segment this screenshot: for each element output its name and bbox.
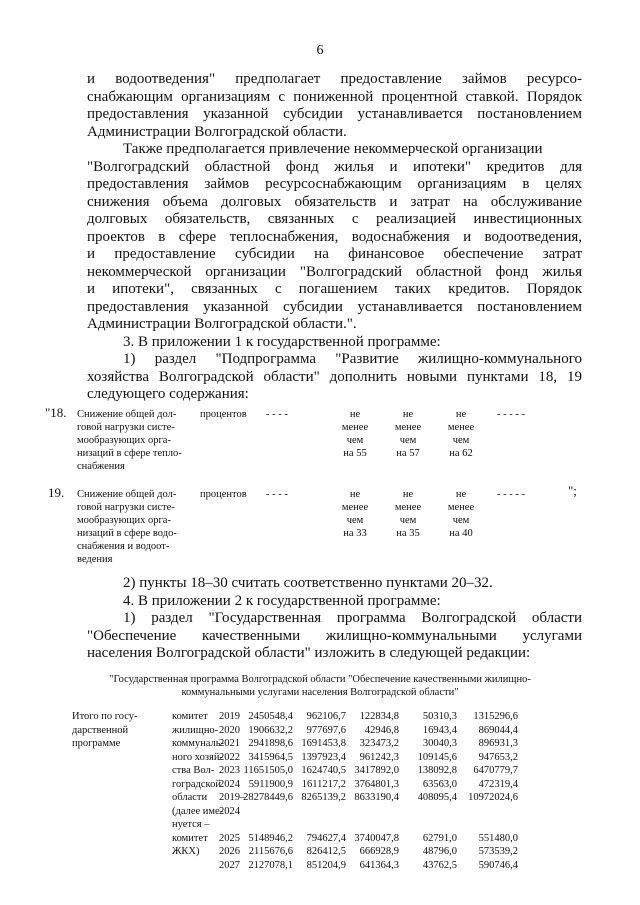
body-text — [87, 71, 582, 404]
year: 2027 — [219, 859, 240, 871]
text-line: и водоотведения" предполагает предоставление займов ресурсо- — [87, 71, 582, 87]
row-number: 19. — [48, 485, 65, 500]
text-line: и ипотеки", связанных с погашением таких кредитов. Порядок — [87, 281, 582, 297]
year: 2019 — [219, 711, 240, 722]
text-line: 1) раздел "Государственная программа Волгоградской области — [123, 610, 582, 626]
year: 2024 — [219, 778, 240, 790]
value-cell: не менее чем на 40 — [447, 489, 475, 539]
value-cell: не менее чем на 57 — [394, 409, 422, 459]
text-line: предоставления займов ресурсоснабжающим организациям в целях — [87, 176, 582, 192]
unit: процентов — [200, 489, 247, 500]
text-line: "Волгоградский областной фонд жилья и ипотеки" кредитов для — [87, 158, 582, 175]
text-line: снабжающим организациям с пониженной процентной ставкой. Порядок — [87, 88, 582, 105]
year: 2025 — [219, 832, 240, 844]
text-line: Администрации Волгоградской области. — [87, 123, 347, 140]
text-line: предоставления указанной субсидии устанавливается постановлением — [87, 106, 582, 122]
text-line: хозяйства Волгоградской области" дополнить новыми пунктами 18, 19 — [87, 368, 582, 385]
text-line: Администрации Волгоградской области.". — [87, 316, 357, 332]
program-label: Итого по госу- дарственной программе — [72, 711, 138, 749]
text-line: Также предполагается привлечение некоммерческой организации — [123, 141, 543, 157]
text-line: проектов в сфере теплоснабжения, водоснабжения и водоотведения, — [87, 228, 582, 245]
text-line: населения Волгоградской области" изложить в следующей редакции: — [87, 645, 531, 661]
indicator-name: Снижение общей дол- говой нагрузки систе- мообразующих орга- низаций в сфере водо- снабжения и водоот- ведения — [77, 489, 177, 565]
dashes: - - - - - — [497, 409, 525, 420]
unit: процентов — [200, 409, 247, 420]
value-column-total: 2450548,4 1906632,2 2941898,6 3415964,5 11651505,0 5911900,9 28278449,6 5148946,2 2115676,6 2127078,1 — [243, 711, 293, 871]
year: 2026 — [219, 846, 240, 857]
text-line: некоммерческой организации "Волгоградский областной фонд жилья — [87, 263, 582, 280]
executor: комитет жилищно- коммуналь- ного хозяй- ства Вол- гоградской области (далее име- нуется – комитет ЖКХ) — [172, 711, 225, 857]
value-cell: не менее чем на 55 — [341, 409, 369, 459]
text-line: и предоставление субсидии на финансовое обеспечение затрат — [87, 246, 582, 262]
page-number: 6 — [316, 43, 324, 58]
dashes: - - - - — [266, 489, 288, 500]
text-line: долговых обязательств, связанных с реализацией инвестиционных — [87, 211, 582, 227]
dashes: - - - - - — [497, 489, 525, 500]
value-column-regional: 122834,8 42946,8 323473,2 961242,3 3417892,0 3764801,3 8633190,4 3740047,8 666928,9 641364,3 — [354, 711, 399, 871]
value-cell: не менее чем на 62 — [447, 409, 475, 459]
text-line: 3. В приложении 1 к государственной программе: — [123, 333, 441, 350]
text-line: 2) пункты 18–30 считать соответственно пунктами 20–32. — [123, 575, 493, 591]
value-column-federal: 962106,7 977697,6 1691453,8 1397923,4 1624740,5 1611217,2 8265139,2 794627,4 826412,5 851204,9 — [301, 711, 346, 871]
year: 2023 — [219, 765, 240, 776]
value-cell: не менее чем на 33 — [341, 489, 369, 539]
dashes: - - - - — [266, 409, 288, 420]
year: 2021 — [219, 738, 240, 749]
value-column-local: 50310,3 16943,4 30040,3 109145,6 138092,8 63563,0 408095,4 62791,0 48796,0 43762,5 — [417, 711, 457, 871]
text-line: 1) раздел "Подпрограмма "Развитие жилищно-коммунального — [123, 351, 582, 367]
year: 2024 — [219, 805, 240, 817]
year: 2022 — [219, 751, 240, 763]
row-number: "18. — [45, 405, 67, 420]
year: 2020 — [219, 724, 240, 736]
text-line: предоставления указанной субсидии устанавливается постановлением — [87, 298, 582, 315]
closing-quote: "; — [568, 483, 577, 498]
text-line: "Обеспечение качественными жилищно-коммунальными услугами — [87, 627, 582, 644]
text-line: 4. В приложении 2 к государственной программе: — [123, 592, 441, 609]
indicator-name: Снижение общей дол- говой нагрузки систе- мообразующих орга- низаций в сфере тепло- снабжения — [77, 409, 182, 472]
text-line: следующего содержания: — [87, 386, 249, 402]
value-cell: не менее чем на 35 — [394, 489, 422, 539]
year: 2019– — [219, 792, 246, 803]
text-line: снижения объема долговых обязательств и затрат на обслуживание — [87, 193, 582, 210]
body-text-2 — [87, 575, 582, 663]
value-column-extrabudget: 1315296,6 869044,4 896931,3 947653,2 6470779,7 472319,4 10972024,6 551480,0 573539,2 590746,4 — [468, 711, 518, 871]
section-header: "Государственная программа Волгоградской области "Обеспечение качественными жилищно- коммунальными услугами населения Волгоградской области" — [109, 674, 531, 698]
